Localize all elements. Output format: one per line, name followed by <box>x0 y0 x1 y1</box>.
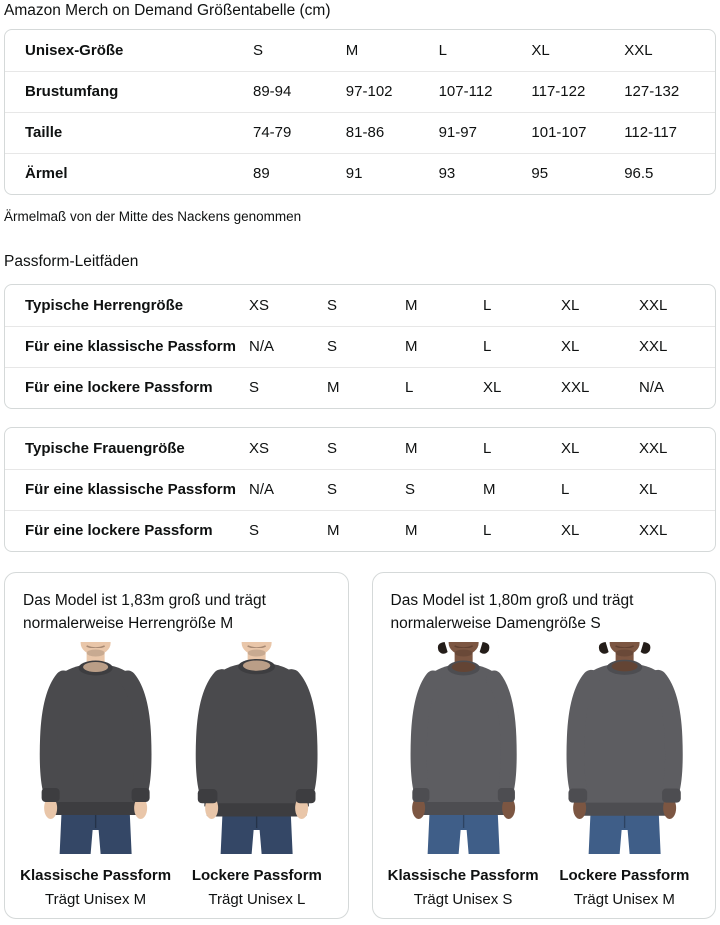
size-cell: 112-117 <box>624 124 678 141</box>
photo-caption <box>548 866 701 910</box>
size-cell: XXL <box>639 296 668 314</box>
size-cell: 117-122 <box>531 83 586 100</box>
size-cell: N/A <box>249 481 275 498</box>
size-cell: 127-132 <box>624 83 680 100</box>
model-figure-group <box>198 642 316 854</box>
size-cell: S <box>405 481 416 498</box>
model-photo <box>180 642 333 854</box>
model-photo <box>387 642 540 854</box>
size-cell: L <box>561 481 570 498</box>
size-cell: M <box>345 41 359 59</box>
size-cell: M <box>405 522 418 539</box>
size-cell: M <box>327 522 340 539</box>
row-label: Für eine lockere Passform <box>25 522 213 539</box>
model-figure-group <box>568 642 680 854</box>
size-cell: N/A <box>249 338 275 355</box>
table-row <box>5 469 715 510</box>
size-cell: M <box>483 481 496 498</box>
fit-label: Lockere Passform <box>191 867 322 884</box>
table-row <box>5 153 715 194</box>
row-label: Für eine lockere Passform <box>25 379 213 396</box>
size-cell: XL <box>561 338 580 355</box>
fit-label: Klassische Passform <box>20 867 172 884</box>
size-cell: 95 <box>531 165 549 182</box>
size-cell: XXL <box>624 41 653 59</box>
men-fit-table <box>4 284 716 409</box>
size-cell: S <box>327 296 338 314</box>
loose-fit-photo-block <box>548 642 701 910</box>
size-cell: 96.5 <box>624 165 654 182</box>
size-cell: XS <box>249 439 270 457</box>
size-cell: XXL <box>639 338 668 355</box>
size-cell: L <box>483 522 492 539</box>
size-cell: XXL <box>639 439 668 457</box>
row-label: Unisex-Größe <box>25 41 124 59</box>
worn-size-label: Trägt Unisex S <box>413 891 513 908</box>
classic-fit-photo-block <box>19 642 172 910</box>
table-row <box>5 112 715 153</box>
size-cell: XL <box>531 41 550 59</box>
female-model-card <box>372 572 717 919</box>
fit-guides-heading: Passform-Leitfäden <box>4 253 139 270</box>
size-cell: N/A <box>639 379 665 396</box>
worn-size-label: Trägt Unisex M <box>573 891 675 908</box>
size-cell: 81-86 <box>345 124 385 141</box>
unisex-size-table <box>4 29 716 195</box>
row-label: Taille <box>25 124 63 141</box>
size-cell: M <box>405 296 418 314</box>
photo-row <box>19 642 334 910</box>
female-classic-fit-photo <box>387 642 540 854</box>
male-loose-fit-photo <box>180 642 333 854</box>
model-description: Das Model ist 1,83m groß und trägt normalerweise Herrengröße M <box>23 592 266 632</box>
size-cell: 107-112 <box>438 83 493 100</box>
size-cell: L <box>405 379 414 396</box>
size-cell: S <box>327 338 338 355</box>
size-cell: L <box>483 439 492 457</box>
size-cell: XXL <box>639 522 668 539</box>
table-row <box>5 510 715 551</box>
male-classic-fit-photo <box>19 642 172 854</box>
table-row <box>5 326 715 367</box>
model-photo <box>548 642 701 854</box>
sleeve-measurement-note: Ärmelmaß von der Mitte des Nackens genommen <box>4 209 302 224</box>
row-label: Ärmel <box>25 165 68 182</box>
women-fit-table <box>4 427 716 552</box>
model-figure-group <box>412 642 515 854</box>
page-title: Amazon Merch on Demand Größentabelle (cm) <box>4 2 331 19</box>
size-cell: 97-102 <box>345 83 393 100</box>
fit-label: Klassische Passform <box>387 867 539 884</box>
size-cell: M <box>405 439 418 457</box>
size-cell: L <box>483 338 492 355</box>
model-description: Das Model ist 1,80m groß und trägt normalerweise Damengröße S <box>390 592 634 632</box>
worn-size-label: Trägt Unisex L <box>208 891 306 908</box>
size-cell: L <box>483 296 492 314</box>
size-cell: S <box>253 41 264 59</box>
size-cell: 89-94 <box>253 83 292 100</box>
photo-row <box>387 642 702 910</box>
model-figure-group <box>42 642 150 854</box>
model-cards <box>4 572 716 919</box>
size-cell: XL <box>561 296 580 314</box>
size-cell: XL <box>483 379 502 396</box>
table-row <box>5 367 715 408</box>
size-cell: 93 <box>438 165 456 182</box>
size-cell: S <box>327 439 338 457</box>
row-label: Für eine klassische Passform <box>25 338 236 355</box>
row-label: Für eine klassische Passform <box>25 481 236 498</box>
size-cell: XL <box>639 481 658 498</box>
size-cell: S <box>327 481 338 498</box>
size-cell: 91 <box>345 165 363 182</box>
model-photo <box>19 642 172 854</box>
row-label: Typische Herrengröße <box>25 296 184 314</box>
worn-size-label: Trägt Unisex M <box>45 891 147 908</box>
loose-fit-photo-block <box>180 642 333 910</box>
fit-label: Lockere Passform <box>559 867 690 884</box>
photo-caption <box>180 866 333 910</box>
size-cell: M <box>327 379 340 396</box>
size-cell: XL <box>561 522 580 539</box>
female-loose-fit-photo <box>548 642 701 854</box>
row-label: Brustumfang <box>25 83 119 100</box>
size-cell: M <box>405 338 418 355</box>
photo-caption <box>387 866 540 910</box>
size-cell: XL <box>561 439 580 457</box>
table-row <box>5 285 715 326</box>
size-cell: L <box>438 41 447 59</box>
size-cell: S <box>249 379 260 396</box>
table-row <box>5 71 715 112</box>
row-label: Typische Frauengröße <box>25 439 185 457</box>
size-cell: XS <box>249 296 270 314</box>
classic-fit-photo-block <box>387 642 540 910</box>
size-cell: 74-79 <box>253 124 292 141</box>
photo-caption <box>19 866 172 910</box>
table-row <box>5 30 715 71</box>
size-cell: 91-97 <box>438 124 477 141</box>
size-cell: S <box>249 522 260 539</box>
table-row <box>5 428 715 469</box>
size-cell: XXL <box>561 379 590 396</box>
size-cell: 101-107 <box>531 124 587 141</box>
male-model-card <box>4 572 349 919</box>
size-cell: 89 <box>253 165 270 182</box>
